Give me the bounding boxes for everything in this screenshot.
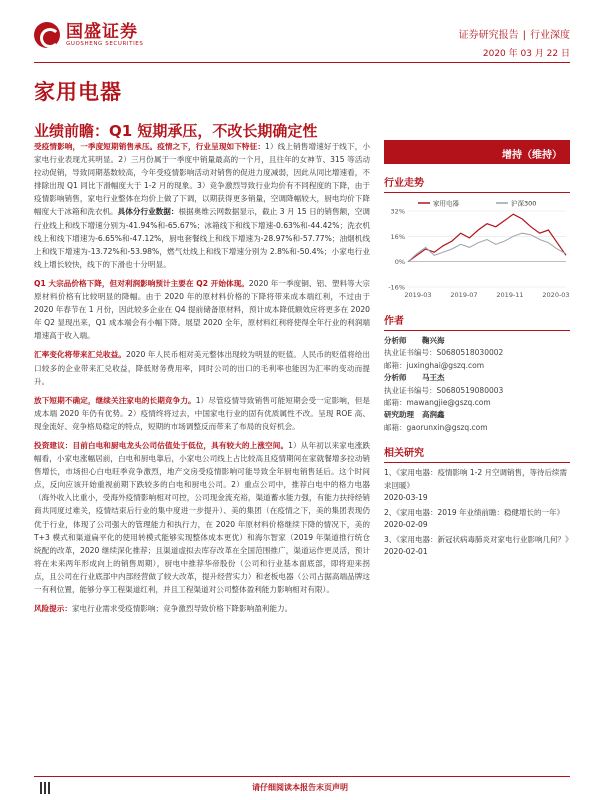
sidebar [384,140,573,559]
related-report-title: 1、《家用电器：疫情影响 1-2 月空调销售，等待后续需求回暖》 [384,468,568,490]
y-tick-label: 32% [390,207,405,216]
analysts-section-title: 作者 [384,312,570,331]
paragraph-text: 1）线上销售增速好于线下，小家电行业表现尤其明显。2）三月份属于一季度中销量最高的一个月，且往年的女神节、315 等活动拉动促销，导致同期基数较高，今年受疫情影响活动对销售的促进力度减弱，因此从同比增速看，不排除出现 Q1 同比下滑幅度大于 1-2 月的现象。3）竞争激烈导致行业均价有不同程度的下降，由于疫情影响销售，家电行业整体在均价上做了下调，以期获得更多销量，空调降幅较大，厨电均价下降幅度大于冰箱和洗衣机。 [34,142,370,217]
sector-title: 家用电器 [34,80,122,104]
analyst-cert: 执业证书编号：S0680519080003 [384,385,504,395]
related-report-title: 3、《家用电器：新冠状病毒肺炎对家电行业影响几何？》 [384,534,573,544]
analyst-cert: 执业证书编号：S0680518030002 [384,348,504,358]
paragraph-text: 1）尽管疫情导致销售可能短期会受一定影响，但是成本端 2020 年仍有优势。2）疫情终将过去，中国家电行业的固有优质属性不改。呈现 ROE 高、现金流好、竞争格局稳定的特点，短期的市场调整反而带来了布局的良好机会。 [34,395,370,431]
rating-badge: 增持（维持） [384,140,570,164]
y-tick-label: 0% [394,258,405,267]
paragraph-fx [34,348,370,387]
x-tick-label: 2019-07 [450,291,478,299]
report-title: 业绩前瞻：Q1 短期承压，不改长期确定性 [34,122,318,140]
legend-label: 沪深300 [511,199,537,208]
logo-name-en: GUOSHENG SECURITIES [66,41,144,47]
related-report-title: 2、《家用电器：2019 年业绩前瞻：稳健增长的一年》 [384,507,564,517]
paragraph-text: 2020 年人民币相对美元整体出现较为明显的贬值。人民币的贬值将给出口较多的企业带来汇兑收益，降低财务费用率，同时公司的出口的毛利率也能因为汇率的变动而提升。 [34,350,370,386]
related-list [384,467,573,559]
x-tick-label: 2019-11 [496,291,524,299]
y-tick-label: 16% [390,232,405,241]
related-section-title: 相关研究 [384,444,570,463]
related-report-item[interactable] [384,467,570,505]
page-footer [0,776,600,800]
keyword: 风险提示： [34,604,72,614]
analyst-role: 分析师 [384,373,407,383]
paragraph-demand [34,140,370,271]
analyst-email[interactable]: 邮箱：mawangjie@gszq.com [384,398,491,408]
page-header [0,0,600,70]
legend-label: 家用电器 [433,199,459,208]
related-report-date: 2020-02-09 [384,520,428,530]
paragraph-long-term [34,394,370,433]
company-logo [34,22,143,48]
related-report-date: 2020-02-01 [384,547,428,557]
paragraph-investment [34,439,370,596]
x-tick-label: 2020-03 [542,291,570,299]
x-tick-label: 2019-03 [404,291,432,299]
analyst-role: 分析师 [384,336,407,345]
logo-icon [34,22,60,48]
logo-name-cn: 国盛证券 [66,22,138,42]
analyst-role: 研究助理 [384,410,414,420]
trend-chart [384,197,570,302]
keyword: 投资建议：目前白电和厨电龙头公司估值处于低位，具有较大的上涨空间。 [34,440,289,450]
analyst-email[interactable]: 邮箱：gaorunxin@gszq.com [384,422,488,432]
analyst-list [384,335,570,434]
paragraph-risk [34,602,370,615]
keyword: 受疫情影响，一季度短期销售承压。疫情之下，行业呈现如下特征： [34,142,266,151]
disclaimer-note: 请仔细阅读本报告末页声明 [252,783,348,792]
footer-divider [34,776,570,777]
paragraph-text: 1）从年初以来家电涨跌幅看，小家电涨幅居前，白电和厨电靠后，小家电公司线上占比较高且疫情期间在家就餐增多拉动销售增长，市场担心白电旺季竞争激烈，地产交房受疫情影响可能导致全年厨电销售延后。这个时间点，反向应该开始重视前期下跌较多的白电和厨电公司。2）重点公司中，推荐白电中的格力电器（海外收入比重小，受海外疫情影响相对可控，公司现金流充裕，渠道蓄水能力强，有能力扶持经销商共同度过难关，疫情结束后行业的集中度进一步提升）、美的集团（在疫情之下，美的集团表现仍优于行业，体现了公司强大的管理能力和执行力，在 2020 年原材料价格继续下降的情况下，美的 T+3 模式和渠道扁平化的使用转模式能够实现整体成本更优）和海尔智家（2019 年渠道推行统仓统配的改革，2020 继续深化推荐；且渠道虚拟去库存改革在全国范围推广，渠道运作更灵活，预计将在未来两年形成向上的销售周期），厨电中推荐华帝股份（公司和行业基本面底部，即将迎来拐点，且公司在行业底部中内部经营做了较大改革，提升经营实力）和老板电器（公司占据高端品牌这一有利位置，能够分享工程渠道红利，并且工程渠道对公司整体盈利能力影响相对有限）。 [34,440,370,594]
related-report-item[interactable] [384,534,573,559]
related-report-item[interactable] [384,507,570,532]
series-line [408,233,566,262]
analyst-name-row [384,335,570,347]
paragraph-text: 家电行业需求受疫情影响；竞争激烈导致价格下降影响盈利能力。 [71,604,293,614]
keyword: Q1 大宗品价格下降，但对利润影响预计主要在 Q2 开始体现。 [34,278,249,288]
report-type-label: 证券研究报告 [458,30,519,41]
related-report-date: 2020-03-19 [384,493,428,503]
analyst-name: 马王杰 [422,373,445,383]
y-tick-label: -16% [388,283,405,292]
trend-chart-svg [384,197,570,302]
series-line [408,214,566,262]
qr-code-icon [40,782,52,794]
report-date: 2020 年 03 月 22 日 [482,49,570,59]
paragraph-text: 2020 年一季度铜、铝、塑料等大宗原材料价格有比较明显的降幅。由于 2020 年的原材料价格的下降将带来成本端红利，不过由于 2020 年春节在 1 月份，因此较多企业在 Q4 提前储备原材料，预计成本降低额效应将更多在 2020 年 Q2 显现出来，Q1 成本端会有小幅下降。展望 2020 全年，原材料红利将使得全年行业的利润端增速高于收入端。 [34,278,370,341]
keyword: 汇率变化将带来汇兑收益。 [34,350,126,360]
paragraph-text: 根据奥维云网数据显示，截止 3 月 15 日的销售额，空调行业线上和线下增速分别为-41.94%和-65.67%；冰箱线下和线下增速-0.63%和-44.42%；洗衣机线上和线下增速为-6.65%和-47.12%，厨电套餐线上和线下增速为-28.97%和-57.77%；油烟机线上和线下增速为-13.72%和-53.98%，燃气灶线上和线下增速分别为 2.8%和-50.4%；小家电行业线上增长较快，线下的下滑也十分明显。 [34,207,370,269]
analyst-email[interactable]: 邮箱：juxinghai@gszq.com [384,360,485,370]
main-column [34,140,370,621]
header-divider [34,62,570,63]
analyst-name: 高润鑫 [422,410,445,420]
analyst-name: 鞠兴海 [422,336,445,345]
trend-section-title: 行业走势 [384,174,570,193]
keyword: 具体分行业数据： [117,207,179,217]
paragraph-raw-material [34,277,370,342]
report-sub-label: 行业深度 [530,30,570,41]
analyst-name-row [384,372,570,384]
analyst-name-row [384,409,570,421]
report-type: 证券研究报告 | 行业深度 [458,30,570,41]
keyword: 放下短期不确定，继续关注家电的长期竞争力。 [34,395,196,405]
